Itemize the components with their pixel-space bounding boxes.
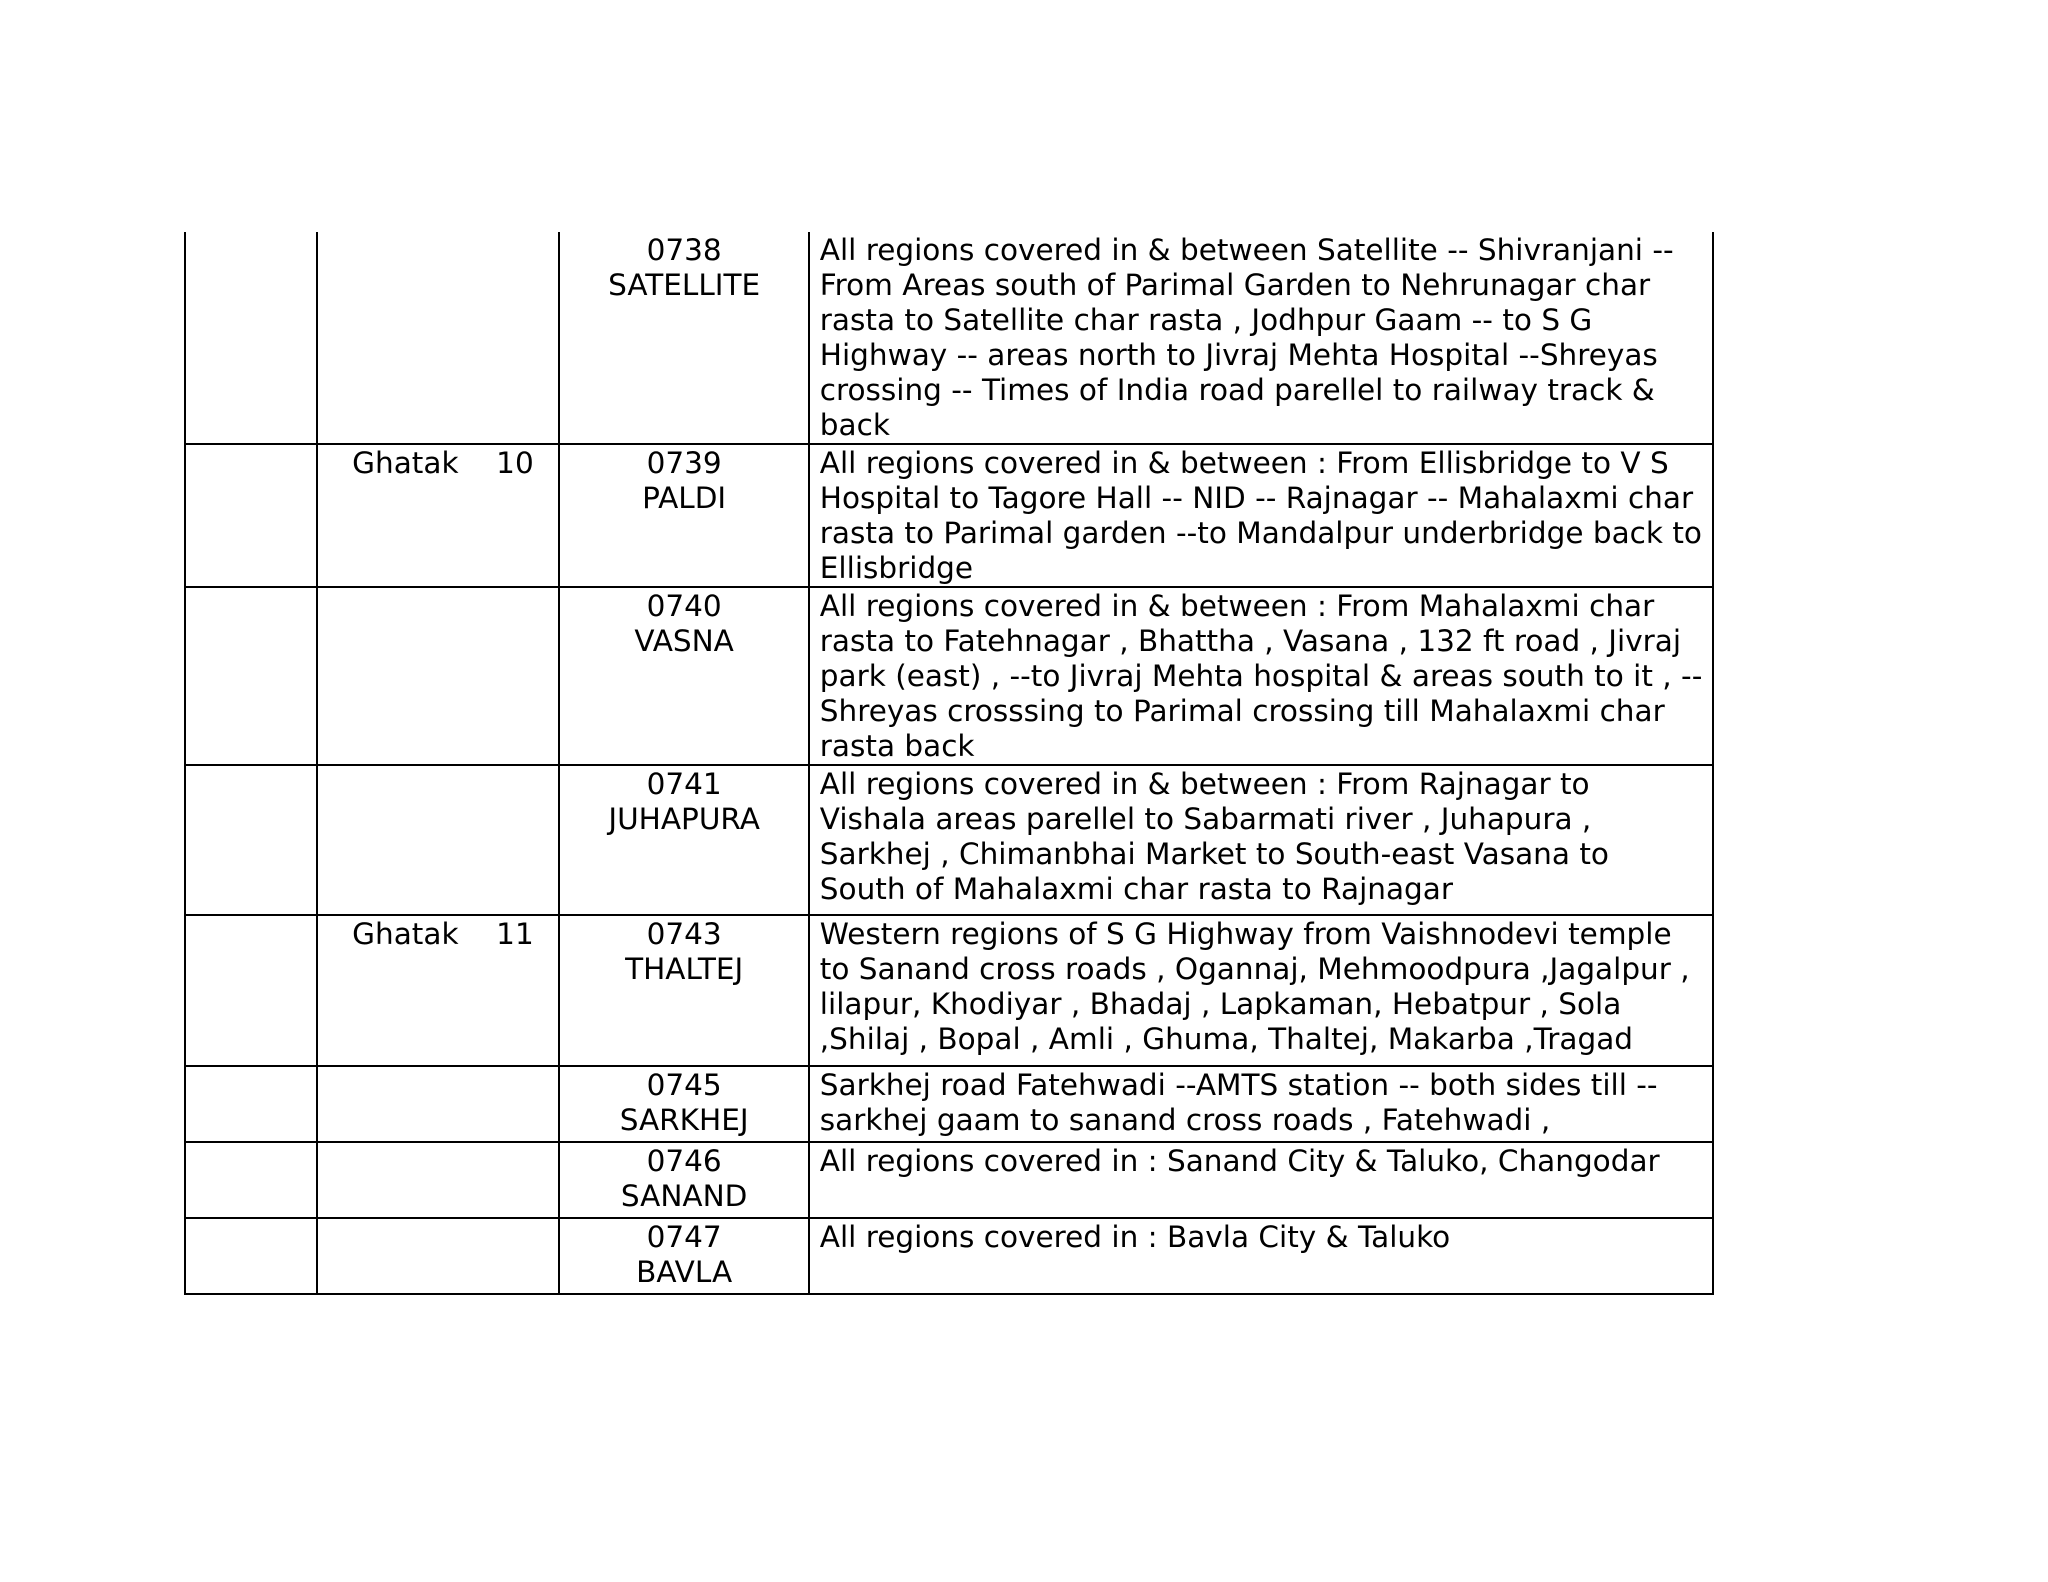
ghatak-cell <box>317 765 559 915</box>
ghatak-label: Ghatak <box>352 917 459 951</box>
area-description: All regions covered in & between : From Rajnagar to Vishala areas parellel to Sabarmati river , Juhapura , Sarkhej , Chimanbhai Market to South-east Vasana to South of Mahalaxmi char rasta to Rajnagar <box>809 765 1713 915</box>
area-code-cell <box>559 915 808 1066</box>
area-description: All regions covered in & between : From Ellisbridge to V S Hospital to Tagore Hall -- NID -- Rajnagar -- Mahalaxmi char rasta to Parimal garden --to Mandalpur underbridge back to Ellisbridge <box>809 444 1713 587</box>
table-row <box>185 765 1713 915</box>
table-row <box>185 1066 1713 1142</box>
area-name: SATELLITE <box>608 268 761 302</box>
blank-cell <box>185 587 317 765</box>
area-description: Western regions of S G Highway from Vaishnodevi temple to Sanand cross roads , Ogannaj, Mehmoodpura ,Jagalpur , lilapur, Khodiyar , Bhadaj , Lapkaman, Hebatpur , Sola ,Shilaj , Bopal , Amli , Ghuma, Thaltej, Makarba ,Tragad <box>809 915 1713 1066</box>
area-code: 0747 <box>646 1220 722 1254</box>
area-code-cell <box>559 1218 808 1294</box>
blank-cell <box>185 765 317 915</box>
area-code-cell <box>559 587 808 765</box>
table-row <box>185 1218 1713 1294</box>
blank-cell <box>185 915 317 1066</box>
area-code: 0739 <box>646 446 722 480</box>
area-code: 0738 <box>646 233 722 267</box>
ghatak-number: 10 <box>496 446 534 480</box>
ghatak-cell <box>317 1142 559 1218</box>
area-description: All regions covered in : Sanand City & Taluko, Changodar <box>809 1142 1713 1218</box>
area-code: 0740 <box>646 589 722 623</box>
area-code: 0741 <box>646 767 722 801</box>
area-code-cell <box>559 232 808 444</box>
ghatak-cell <box>317 587 559 765</box>
area-description: All regions covered in & between Satellite -- Shivranjani -- From Areas south of Parimal Garden to Nehrunagar char rasta to Satellite char rasta , Jodhpur Gaam -- to S G Highway -- areas north to Jivraj Mehta Hospital --Shreyas crossing -- Times of India road parellel to railway track & back <box>809 232 1713 444</box>
blank-cell <box>185 232 317 444</box>
area-code-cell <box>559 1066 808 1142</box>
ghatak-cell <box>317 1218 559 1294</box>
blank-cell <box>185 444 317 587</box>
area-name: BAVLA <box>636 1255 733 1289</box>
blank-cell <box>185 1142 317 1218</box>
region-table <box>184 232 1714 1295</box>
area-code: 0746 <box>646 1144 722 1178</box>
area-name: PALDI <box>642 481 727 515</box>
area-code-cell <box>559 444 808 587</box>
area-name: VASNA <box>634 624 734 658</box>
table-row <box>185 1142 1713 1218</box>
area-code: 0743 <box>646 917 722 951</box>
area-name: SANAND <box>620 1179 748 1213</box>
area-code-cell <box>559 1142 808 1218</box>
ghatak-number: 11 <box>496 917 534 951</box>
area-description: All regions covered in : Bavla City & Taluko <box>809 1218 1713 1294</box>
area-name: JUHAPURA <box>608 802 760 836</box>
blank-cell <box>185 1218 317 1294</box>
area-name: SARKHEJ <box>619 1103 749 1137</box>
table-row <box>185 444 1713 587</box>
table-row <box>185 587 1713 765</box>
area-description: Sarkhej road Fatehwadi --AMTS station -- both sides till -- sarkhej gaam to sanand cross roads , Fatehwadi , <box>809 1066 1713 1142</box>
ghatak-label: Ghatak <box>352 446 459 480</box>
area-code-cell <box>559 765 808 915</box>
area-code: 0745 <box>646 1068 722 1102</box>
blank-cell <box>185 1066 317 1142</box>
area-name: THALTEJ <box>625 952 744 986</box>
ghatak-cell <box>317 1066 559 1142</box>
area-description: All regions covered in & between : From Mahalaxmi char rasta to Fatehnagar , Bhattha , Vasana , 132 ft road , Jivraj park (east) , --to Jivraj Mehta hospital & areas south to it , -- Shreyas crosssing to Parimal crossing till Mahalaxmi char rasta back <box>809 587 1713 765</box>
ghatak-cell <box>317 444 559 587</box>
table-row <box>185 915 1713 1066</box>
table-row <box>185 232 1713 444</box>
ghatak-cell <box>317 232 559 444</box>
ghatak-cell <box>317 915 559 1066</box>
